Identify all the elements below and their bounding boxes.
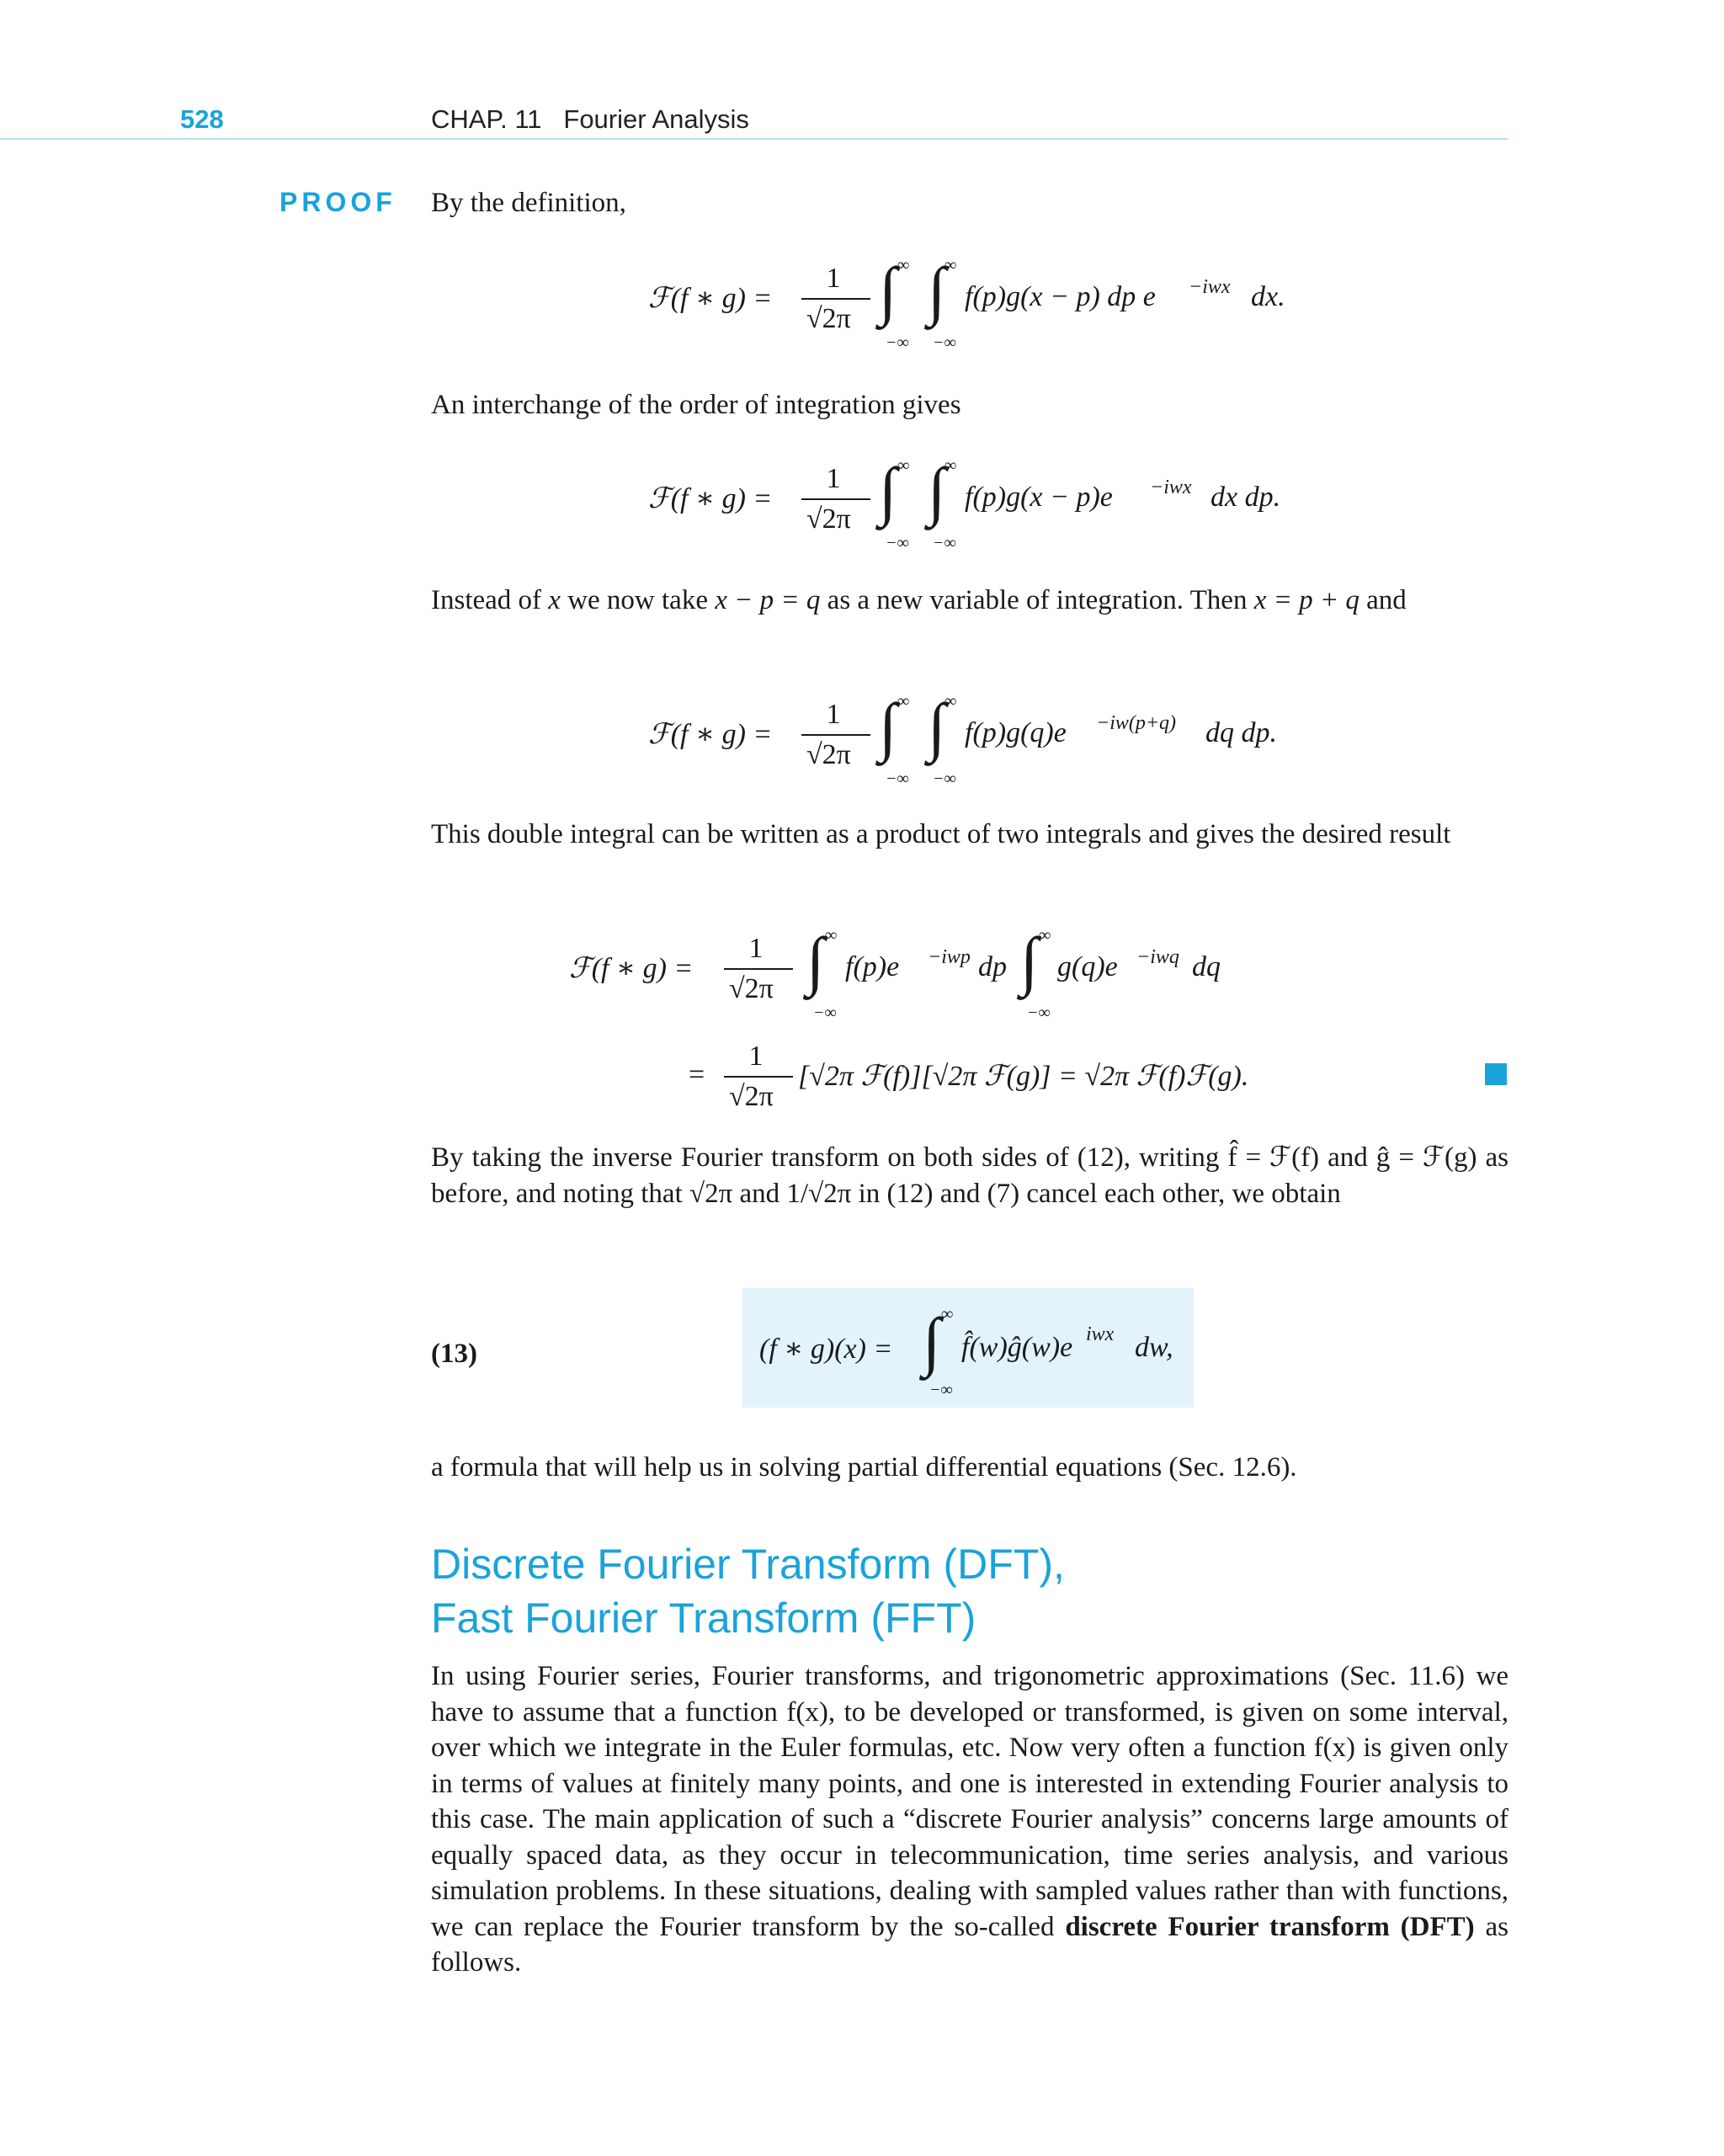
eq1-tail: dx. — [1251, 281, 1285, 312]
eq3-exponent: −iw(p+q) — [1096, 712, 1177, 734]
eq1-lower-limit-1: −∞ — [886, 333, 909, 352]
eq5-body: [√2π ℱ(f)][√2π ℱ(g)] = √2π ℱ(f)ℱ(g). — [798, 1061, 1249, 1092]
eq3-upper-limit-2: ∞ — [944, 692, 957, 711]
page-number: 528 — [180, 104, 224, 134]
eq4-upper-limit-2: ∞ — [1039, 926, 1051, 945]
eq4-integral-sign-2: ∫ — [1020, 924, 1039, 997]
eq1-integral-sign-2: ∫ — [928, 253, 946, 327]
eq2-exponent: −iwx — [1150, 476, 1192, 498]
paragraph-double-integral: This double integral can be written as a product of two integrals and gives the desired result — [431, 819, 1451, 849]
eq4-lower-limit-1: −∞ — [813, 1003, 837, 1022]
section-title-line-2: Fast Fourier Transform (FFT) — [431, 1594, 976, 1642]
paragraph-inverse-transform: By taking the inverse Fourier transform on both sides of (12), writing f̂ = ℱ(f) and ĝ = ℱ(g) as before, and noting that √2π and 1/√2π in (12) and (7) cancel each other, we obtain — [431, 1142, 1508, 1209]
eq2-upper-limit-1: ∞ — [897, 456, 910, 475]
eq1-denominator: √2π — [806, 303, 851, 334]
eq1-numerator: 1 — [826, 263, 841, 294]
eq2-lhs: ℱ(f ∗ g) = — [648, 483, 773, 514]
p7-text-a: In using Fourier series, Fourier transforms, and trigonometric approximations (Sec. 11.6) we have to assume that a function f(x), to be developed or transformed, is given on some interval, over which we integrate in the Euler formulas, etc. Now very often a function f(x) is given only in terms of values at finitely many points, and one is interested in extending Fourier analysis to this case. The main application of such a “discrete Fourier analysis” concerns large amounts of equally spaced data, as they occur in telecommunication, time series analysis, and various simulation problems. In these situations, dealing with sampled values rather than with functions, we can replace the Fourier transform by the so-called — [431, 1661, 1508, 1942]
end-of-proof-square — [1485, 1063, 1507, 1085]
eq4-integrand-1: f(p)e — [845, 951, 900, 982]
eq4-numerator: 1 — [748, 933, 764, 964]
eq1-exponent: −iwx — [1189, 276, 1231, 298]
eq4-lhs: ℱ(f ∗ g) = — [569, 953, 694, 984]
eq5-equals: = — [689, 1059, 705, 1090]
eq5-denominator: √2π — [729, 1081, 774, 1112]
eq13-tail: dw, — [1135, 1332, 1173, 1363]
p7-text-c: as follows. — [431, 1911, 1508, 1978]
eq2-integrand: f(p)g(x − p)e — [965, 482, 1113, 513]
paragraph-formula-note: a formula that will help us in solving partial differential equations (Sec. 12.6). — [431, 1452, 1297, 1483]
eq13-lower-limit: −∞ — [929, 1381, 953, 1399]
eq1-integral-sign-1: ∫ — [879, 253, 897, 327]
p3-substitution: x − p = q — [715, 585, 821, 615]
eq4-exponent-1: −iwp — [928, 946, 971, 968]
paragraph-new-variable — [431, 583, 1508, 619]
eq3-integral-sign-2: ∫ — [928, 689, 946, 763]
eq3-numerator: 1 — [826, 699, 841, 730]
paragraph-by-definition: By the definition, — [431, 188, 626, 218]
eq4-exponent-2: −iwq — [1136, 946, 1179, 968]
paragraph-dft-intro — [431, 1658, 1508, 1981]
section-title — [431, 1537, 1065, 1645]
p3-text-c: we now take — [560, 585, 716, 615]
eq2-numerator: 1 — [826, 463, 841, 494]
p3-variable-x: x — [548, 585, 561, 615]
eq4-integral-sign-1: ∫ — [806, 924, 825, 997]
eq1-lhs: ℱ(f ∗ g) = — [648, 283, 773, 314]
p7-bold-term: discrete Fourier transform (DFT) — [1065, 1911, 1475, 1942]
eq4-denominator: √2π — [729, 973, 774, 1004]
eq2-tail: dx dp. — [1211, 482, 1281, 513]
eq1-integrand: f(p)g(x − p) dp e — [965, 281, 1156, 312]
eq2-upper-limit-2: ∞ — [944, 456, 957, 475]
eq3-lower-limit-1: −∞ — [886, 769, 909, 788]
eq5-numerator: 1 — [748, 1041, 764, 1072]
eq4-lower-limit-2: −∞ — [1027, 1003, 1051, 1022]
eq2-fraction-bar — [801, 498, 870, 500]
eq3-upper-limit-1: ∞ — [897, 692, 910, 711]
eq4-fraction-bar — [724, 968, 793, 970]
eq1-fraction-bar — [801, 298, 870, 300]
eq4-upper-limit-1: ∞ — [825, 926, 838, 945]
eq3-integrand: f(p)g(q)e — [965, 717, 1067, 748]
eq13-exponent: iwx — [1086, 1323, 1115, 1345]
eq5-fraction-bar — [724, 1076, 793, 1078]
running-head: CHAP. 11 Fourier Analysis — [431, 104, 749, 134]
eq13-upper-limit: ∞ — [941, 1305, 954, 1323]
eq13-integrand: f̂(w)ĝ(w)e — [961, 1332, 1073, 1363]
eq2-lower-limit-2: −∞ — [933, 534, 956, 552]
eq2-denominator: √2π — [806, 503, 851, 535]
eq3-tail: dq dp. — [1205, 717, 1277, 748]
section-title-line-1: Discrete Fourier Transform (DFT), — [431, 1541, 1065, 1588]
p3-relation: x = p + q — [1253, 585, 1360, 615]
eq2-integral-sign-1: ∫ — [879, 454, 897, 527]
eq1-lower-limit-2: −∞ — [933, 333, 956, 352]
p3-text-a: Instead of — [431, 585, 549, 615]
eq3-lhs: ℱ(f ∗ g) = — [648, 719, 773, 750]
p3-text-g: and — [1359, 585, 1407, 615]
p3-text-e: as a new variable of integration. Then — [820, 585, 1254, 615]
eq1-upper-limit-1: ∞ — [897, 256, 910, 274]
eq4-integrand-2: g(q)e — [1057, 951, 1118, 982]
eq3-integral-sign-1: ∫ — [879, 689, 897, 763]
equation-13-number: (13) — [431, 1339, 477, 1369]
eq13-lhs: (f ∗ g)(x) = — [759, 1334, 893, 1365]
eq3-lower-limit-2: −∞ — [933, 769, 956, 788]
eq4-dp: dp — [978, 951, 1007, 982]
eq3-fraction-bar — [801, 734, 870, 736]
header-rule — [0, 138, 1508, 140]
eq1-upper-limit-2: ∞ — [944, 256, 957, 274]
eq2-integral-sign-2: ∫ — [928, 454, 946, 527]
eq4-dq: dq — [1192, 951, 1221, 982]
eq13-integral-sign: ∫ — [923, 1304, 941, 1377]
paragraph-interchange: An interchange of the order of integration gives — [431, 390, 961, 420]
proof-label: PROOF — [279, 187, 396, 217]
eq3-denominator: √2π — [806, 739, 851, 770]
eq2-lower-limit-1: −∞ — [886, 534, 909, 552]
